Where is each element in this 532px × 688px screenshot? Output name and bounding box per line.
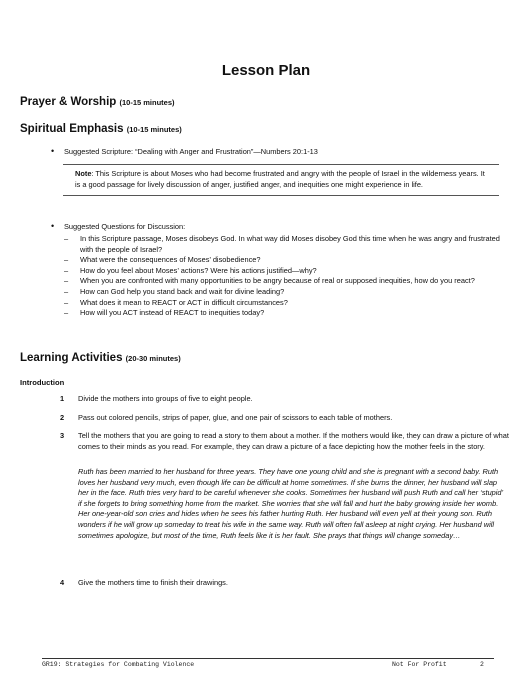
prayer-worship-heading (20, 96, 175, 108)
prayer-duration: (10-15 minutes) (119, 98, 175, 107)
list-item (60, 413, 510, 424)
note-box (63, 164, 499, 196)
list-item (60, 578, 510, 589)
step-text: Pass out colored pencils, strips of paper, glue, and one pair of scissors to each table of mothers. (78, 412, 393, 422)
learning-duration: (20-30 minutes) (125, 354, 181, 363)
spiritual-duration: (10-15 minutes) (126, 125, 182, 134)
step-number: 1 (60, 394, 65, 403)
list-item: – When you are confronted with many opportunities to be angry because of real or supposed inequities, how do you react? (64, 276, 504, 287)
steps-list-continued (60, 578, 510, 589)
story-passage: Ruth has been married to her husband for three years. They have one young child and she is pregnant with a second baby. Ruth loves her husband very much, even though life can be difficult at home sometimes. If she burns the dinner, her husband will slap her in the face. Ruth tries very hard to be careful whenever she cooks. Sometimes her husband will push Ruth and call her ‘stupid’ if she forgets to bring something home from the market. She worries that she will fall and hurt the baby growing inside her womb. Her one-year-old son cries and hides when he sees his father hurting Ruth. Her husband will even yell at their young son. Ruth wonders if he will grow up someday to treat his wife in the same way. Ruth will often fall asleep at night crying. Her husband will sometimes apologize, but most of the time, Ruth feels like it is her fault. She prays that things will change someday… (78, 467, 503, 540)
prayer-heading-text: Prayer & Worship (20, 96, 117, 108)
step-text: Divide the mothers into groups of five to eight people. (78, 394, 253, 403)
learning-activities-heading (20, 352, 181, 364)
footer-not-for-profit: Not For Profit (392, 661, 447, 668)
steps-list (60, 394, 510, 452)
page-title: Lesson Plan (221, 62, 311, 79)
footer-divider (42, 658, 494, 659)
note-text: : This Scripture is about Moses who had become frustrated and angry with the people of Israel in the wilderness years. It is a good passage for lively discussion of anger, justified anger, and inequities one might experience in life. (75, 169, 485, 189)
footer-course-title: GR19: Strategies for Combating Violence (42, 661, 195, 668)
list-item (60, 431, 510, 452)
scripture-bullet: • Suggested Scripture: “Dealing with Anger and Frustration”—Numbers 20:1-13 (64, 147, 318, 156)
learning-heading-text: Learning Activities (20, 352, 123, 364)
list-item: – What were the consequences of Moses’ disobedience? (64, 255, 504, 266)
discussion-questions-list (64, 234, 504, 319)
footer-page-number: 2 (480, 661, 484, 668)
introduction-subheading: Introduction (20, 378, 65, 387)
questions-bullet: • Suggested Questions for Discussion: (64, 222, 185, 231)
list-item: – How do you feel about Moses’ actions? Were his actions justified—why? (64, 266, 504, 277)
list-item: – In this Scripture passage, Moses disobeys God. In what way did Moses disobey God this time when he was angry and frustrated with the people of Israel? (64, 234, 504, 255)
spiritual-heading-text: Spiritual Emphasis (20, 123, 124, 135)
list-item: – How can God help you stand back and wait for divine leading? (64, 287, 504, 298)
step-text: Give the mothers time to finish their drawings. (78, 578, 228, 587)
step-number: 2 (60, 412, 65, 422)
list-item: – How will you ACT instead of REACT to inequities today? (64, 308, 504, 319)
note-label: Note (75, 169, 92, 178)
step-text: Tell the mothers that you are going to read a story to them about a mother. If the mothers would like, they can draw a picture of what comes to their minds as you read. For example, they can draw a picture of a face depicting how the mother feels in the story. (78, 431, 509, 451)
step-number: 3 (60, 431, 65, 441)
step-number: 4 (60, 578, 65, 587)
spiritual-emphasis-heading (20, 123, 182, 135)
list-item (60, 394, 510, 405)
list-item: – What does it mean to REACT or ACT in difficult circumstances? (64, 298, 504, 309)
